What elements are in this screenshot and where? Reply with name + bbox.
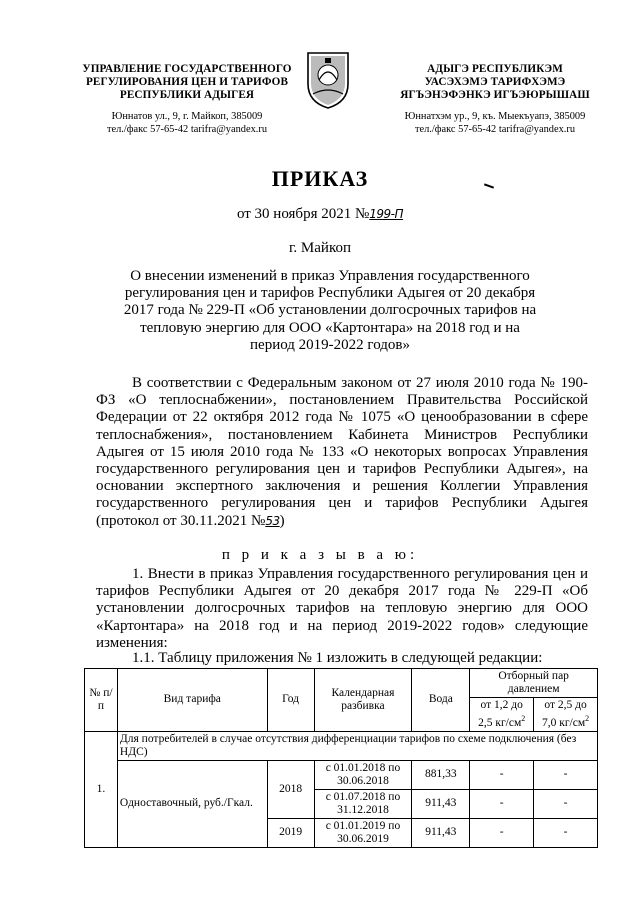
item-1-paragraph: 1. Внести в приказ Управления государственного регулирования цен и тарифов Республики Адыгея от 20 декабря 2017 года № 229-П «Об установлении долгосрочных тарифов на тепловую энергию для ООО «Картонтара» на 2018 год и на период 2019-2022 годов» следующие изменения: [96,566,588,651]
period-cell: с 01.01.2018 по 30.06.2018 [314,760,412,789]
period-cell: с 01.01.2019 по 30.06.2019 [314,818,412,847]
order-date [0,206,640,223]
header-cell-steam: Отборный пар давлением [470,669,598,698]
steam-2-cell: - [534,789,598,818]
header-right [390,63,600,136]
water-cell: 911,43 [412,818,470,847]
date-text: от 30 ноября 2021 № [236,206,370,222]
steam-1-cell: - [470,760,534,789]
org-address-ru: Юннатов ул., 9, г. Майкоп, 385009 [111,111,263,122]
header-cell-year: Год [267,669,314,732]
header-cell-water: Вода [412,669,470,732]
year-cell: 2018 [267,760,314,818]
steam-1-cell: - [470,789,534,818]
coat-of-arms-icon [305,50,351,110]
period-cell: с 01.07.2018 по 31.12.2018 [314,789,412,818]
steam-1-cell: - [470,818,534,847]
header-left [82,63,292,136]
water-cell: 911,43 [412,789,470,818]
orders-heading: п р и к а з ы в а ю: [221,547,419,563]
steam-2-cell: - [534,818,598,847]
org-address-ady: Юннатхэм ур., 9, къ. Мыекъуапэ, 385009 [404,111,586,122]
order-subject: О внесении изменений в приказ Управления государственного регулирования цен и тарифов Республики Адыгея от 20 декабря 2017 года № 229-П «Об установлении долгосрочных тарифов на тепловую энергию для ООО «Картонтара» на 2018 год и на период 2019-2022 годов» [123,268,537,353]
steam-2-cell: - [534,760,598,789]
unit-sup: 2 [585,714,590,723]
table-row [85,760,598,789]
group-caption: Для потребителей в случае отсутствия дифференциации тарифов по схеме подключения (без НДС) [117,731,597,760]
document-title: ПРИКАЗ [271,166,369,191]
water-cell: 881,33 [412,760,470,789]
tariff-type: Одноставочный, руб./Гкал. [117,760,267,847]
steam-2-label: от 2,5 до 7,0 кг/см [541,699,587,729]
order-number-handwritten: 199-П [369,207,404,221]
steam-1-label: от 1,2 до 2,5 кг/см [478,699,523,729]
org-name-ady: АДЫГЭ РЕСПУБЛИКЭМ УАСЭХЭМЭ ТАРИФХЭМЭ ЯГЪЭНЭФЭНКЭ ИГЪЭЮРЫШАШ [400,63,590,101]
header-cell-steam-1 [470,698,534,732]
org-contacts-ru: тел./факс 57-65-42 tarifra@yandex.ru [106,123,268,135]
protocol-number-handwritten: 53 [265,513,280,528]
header-cell-num: № п/п [85,669,118,732]
preamble-paragraph [96,375,588,530]
item-1-1-paragraph: 1.1. Таблицу приложения № 1 изложить в следующей редакции: [132,650,543,666]
city: г. Майкоп [288,240,352,256]
row-num: 1. [85,731,118,847]
org-contacts-ady: тел./факс 57-65-42 tarifra@yandex.ru [414,123,576,135]
unit-sup: 2 [521,714,526,723]
preamble-end: ) [279,512,285,529]
year-cell: 2019 [267,818,314,847]
org-name-ru: УПРАВЛЕНИЕ ГОСУДАРСТВЕННОГО РЕГУЛИРОВАНИЯ ЦЕН И ТАРИФОВ РЕСПУБЛИКИ АДЫГЕЯ [82,63,292,101]
header-cell-period: Календарная разбивка [314,669,412,732]
header-cell-type: Вид тарифа [117,669,267,732]
tariff-table [84,668,598,848]
preamble-text: В соответствии с Федеральным законом от 27 июля 2010 года № 190-ФЗ «О теплоснабжении», постановлением Правительства Российской Федерации от 22 октября 2012 года № 1075 «О ценообразовании в сфере теплоснабжения», постановлением Кабинета Министров Республики Адыгея от 15 июля 2010 года № 133 «О некоторых вопросах Управления государственного регулирования цен и тарифов Республики Адыгея», на основании экспертного заключения и решения Коллегии Управления государственного регулирования цен и тарифов Республики Адыгея (протокол от 30.11.2021 № [96,375,588,529]
header-cell-steam-2 [534,698,598,732]
